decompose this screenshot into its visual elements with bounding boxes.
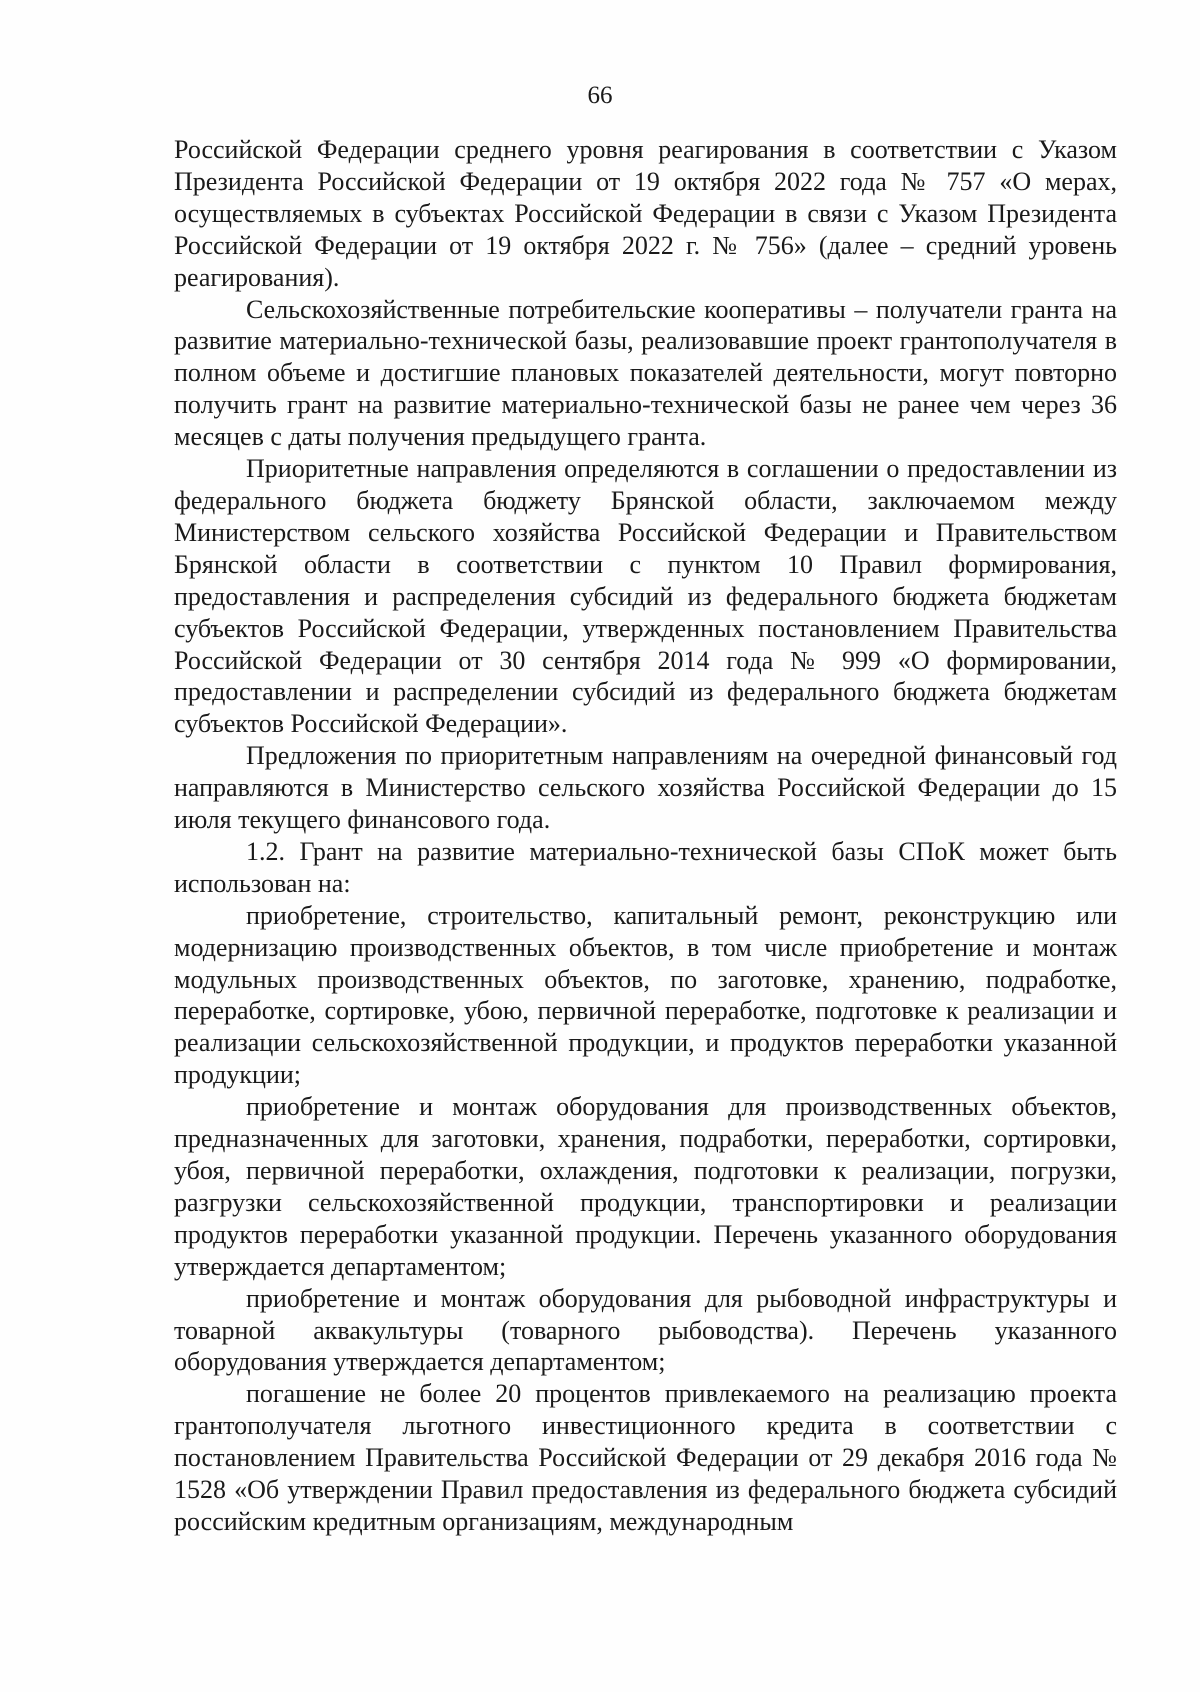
paragraph-continuation: Российской Федерации среднего уровня реагирования в соответствии с Указом Президента Российской Федерации от 19 октября 2022 года № 757 «О мерах, осуществляемых в субъектах Российской Федерации в связи с Указом Президента Российской Федерации от 19 октября 2022 г. № 756» (далее – средний уровень реагирования). [174,135,1117,292]
list-item-construction: приобретение, строительство, капитальный ремонт, реконструкцию или модернизацию производственных объектов, в том числе приобретение и монтаж модульных производственных объектов, по заготовке, хранению, подработке, переработке, сортировке, убою, первичной переработке, подготовке к реализации и реализации сельскохозяйственной продукции, и продуктов переработки указанной продукции; [174,900,1117,1090]
list-item-loan-repayment: погашение не более 20 процентов привлекаемого на реализацию проекта грантополучателя льготного инвестиционного кредита в соответствии с постановлением Правительства Российской Федерации от 29 декабря 2016 года № 1528 «Об утверждении Правил предоставления из федерального бюджета субсидий российским кредитным организациям, международным [174,1379,1117,1536]
paragraph-cooperatives-regrant: Сельскохозяйственные потребительские кооперативы – получатели гранта на развитие материально-технической базы, реализовавшие проект грантополучателя в полном объеме и достигшие плановых показателей деятельности, могут повторно получить грант на развитие материально-технической базы не ранее чем через 36 месяцев с даты получения предыдущего гранта. [174,294,1117,452]
paragraph-priority-directions: Приоритетные направления определяются в соглашении о предоставлении из федерального бюджета бюджету Брянской области, заключаемом между Министерством сельского хозяйства Российской Федерации и Правительством Брянской области в соответствии с пунктом 10 Правил формирования, предоставления и распределения субсидий из федерального бюджета бюджетам субъектов Российской Федерации, утвержденных постановлением Правительства Российской Федерации от 30 сентября 2014 года № 999 «О формировании, предоставлении и распределении субсидий из федерального бюджета бюджетам субъектов Российской Федерации». [174,454,1117,739]
list-item-equipment: приобретение и монтаж оборудования для производственных объектов, предназначенных для заготовки, хранения, подработки, переработки, сортировки, убоя, первичной переработки, охлаждения, подготовки к реализации, погрузки, разгрузки сельскохозяйственной продукции, транспортировки и реализации продуктов переработки указанной продукции. Перечень указанного оборудования утверждается департаментом; [174,1092,1117,1281]
paragraph-proposals: Предложения по приоритетным направлениям на очередной финансовый год направляются в Министерство сельского хозяйства Российской Федерации до 15 июля текущего финансового года. [174,741,1117,835]
paragraph-section-1-2: 1.2. Грант на развитие материально-технической базы СПоК может быть использован на: [174,836,1117,898]
document-body [174,134,1117,1538]
page-number: 66 [587,82,613,109]
list-item-aquaculture: приобретение и монтаж оборудования для рыбоводной инфраструктуры и товарной аквакультуры (товарного рыбоводства). Перечень указанного оборудования утверждается департаментом; [174,1283,1117,1377]
